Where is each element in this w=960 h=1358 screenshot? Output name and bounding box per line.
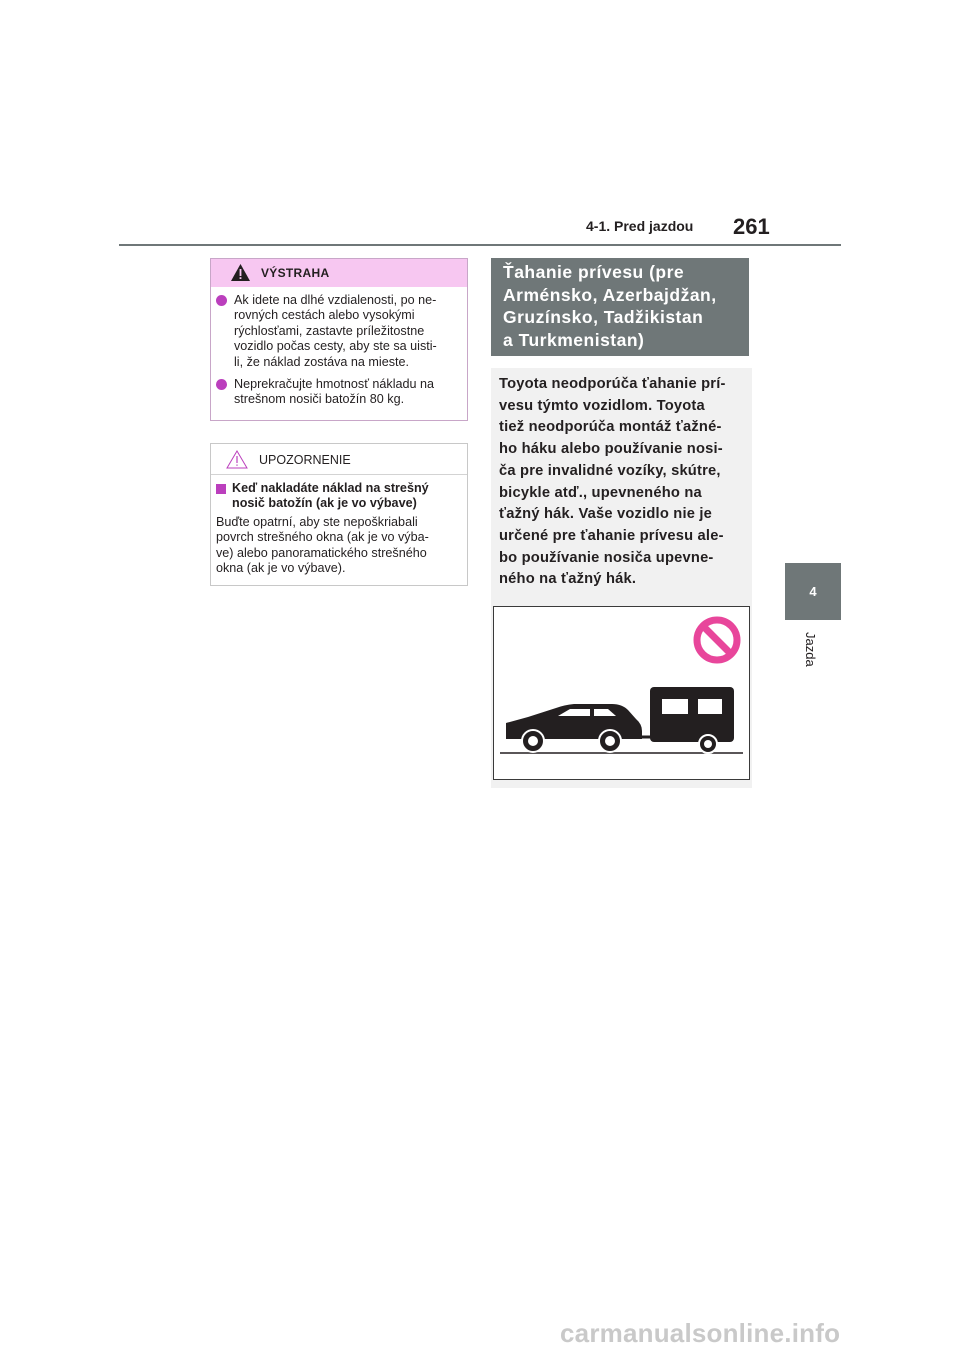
caution-subheading bbox=[216, 481, 461, 512]
bullet-dot-icon bbox=[216, 295, 227, 306]
caution-header bbox=[211, 444, 467, 475]
caution-subheading-text: Keď nakladáte náklad na strešný nosič batožín (ak je vo výbave) bbox=[232, 481, 429, 511]
car-icon bbox=[506, 704, 652, 752]
header-divider bbox=[119, 244, 841, 246]
caution-box bbox=[210, 443, 468, 586]
towing-illustration-svg bbox=[494, 607, 749, 779]
warning-triangle-icon bbox=[231, 264, 250, 281]
bullet-dot-icon bbox=[216, 379, 227, 390]
warning-item-text: Neprekračujte hmotnosť nákladu na strešnom nosiči batožín 80 kg. bbox=[234, 377, 435, 407]
caution-triangle-icon bbox=[226, 450, 248, 469]
warning-box bbox=[210, 258, 468, 421]
warning-item bbox=[216, 377, 461, 408]
caution-title: UPOZORNENIE bbox=[259, 453, 351, 467]
warning-header bbox=[211, 259, 467, 287]
warning-item-text: Ak idete na dlhé vzdialenosti, po ne- rovných cestách alebo vysokými rýchlosťami, zastavte príležitostne vozidlo počas cesty, aby ste sa uisti- li, že náklad zostáva na mieste. bbox=[234, 293, 437, 369]
trailer-icon bbox=[650, 687, 734, 753]
prohibition-icon bbox=[697, 620, 737, 660]
watermark: carmanualsonline.info bbox=[560, 1318, 841, 1348]
warning-item bbox=[216, 293, 461, 370]
page-number: 261 bbox=[733, 214, 770, 239]
towing-illustration bbox=[493, 606, 750, 780]
chapter-label: Jazda bbox=[803, 632, 818, 667]
chapter-tab: 4 bbox=[785, 563, 841, 620]
caution-body: Buďte opatrní, aby ste nepoškriabali povrch strešného okna (ak je vo výba- ve) alebo panoramatického strešného okna (ak je vo výbave). bbox=[216, 514, 429, 576]
section-title: 4-1. Pred jazdou bbox=[586, 218, 694, 234]
towing-text: Toyota neodporúča ťahanie prí- vesu týmto vozidlom. Toyota tiež neodporúča montáž ťažné- ho háku alebo používanie nosi- ča pre invalidné vozíky, skútre, bicykle atď., upevneného na ťažný hák. Vaše vozidlo nie je určené pre ťahanie prívesu ale- bo používanie nosiča upevne- ného na ťažný hák. bbox=[499, 376, 726, 588]
warning-title: VÝSTRAHA bbox=[261, 266, 330, 280]
towing-heading: Ťahanie prívesu (pre Arménsko, Azerbajdžan, Gruzínsko, Tadžikistan a Turkmenistan) bbox=[491, 258, 749, 356]
square-bullet-icon bbox=[216, 484, 226, 494]
